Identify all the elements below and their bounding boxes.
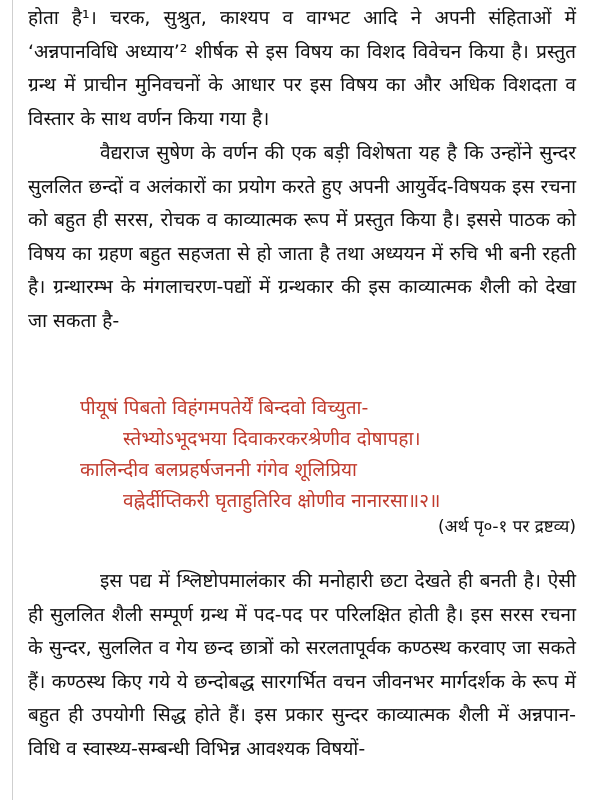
verse-line-1: पीयूषं पिबतो विहंगमपतेर्यें बिन्दवो विच्युता- xyxy=(80,397,369,419)
paragraph-style: वैद्यराज सुषेण के वर्णन की एक बड़ी विशेषता यह है कि उन्होंने सुन्दर सुललित छन्दों व अलंकारों का प्रयोग करते हुए अपनी आयुर्वेद-विषयक इस रचना को बहुत ही सरस, रोचक व काव्यात्मक रूप में प्रस्तुत किया है। इससे पाठक को विषय का ग्रहण बहुत सहजता से हो जाता है तथा अध्ययन में रुचि भी बनी रहती है। ग्रन्थारम्भ के मंगलाचरण-पद्यों में ग्रन्थकार की इस काव्यात्मक शैली को देखा जा सकता है- xyxy=(28,142,576,332)
paragraph-commentary: इस पद्य में श्लिष्टोपमालंकार की मनोहारी छटा देखते ही बनती है। ऐसी ही सुललित शैली सम्पूर्ण ग्रन्थ में पद-पद पर परिलक्षित होती है। इस सरस रचना के सुन्दर, सुललित व गेय छन्द छात्रों को सरलतापूर्वक कण्ठस्थ करवाए जा सकते हैं। कण्ठस्थ किए गये ये छन्दोबद्ध सारगर्भित वचन जीवनभर मार्गदर्शक के रूप में बहुत ही उपयोगी सिद्ध होते हैं। इस प्रकार सुन्दर काव्यात्मक शैली में अन्नपान-विधि व स्वास्थ्य-सम्बन्धी विभिन्न आवश्यक विषयों- xyxy=(28,570,576,760)
verse-line-2: स्तेभ्योऽभूदभया दिवाकरकरश्रेणीव दोषापहा। xyxy=(123,428,421,450)
verse-line-4: वह्नेर्दीप्तिकरी घृताहुतिरिव क्षोणीव नानारसा॥२॥ xyxy=(123,490,441,512)
verse-line-3: कालिन्दीव बलप्रहर्षजननी गंगेव शूलिप्रिया xyxy=(80,459,357,481)
verse-reference: (अर्थ पृ०-१ पर द्रष्टव्य) xyxy=(437,517,576,537)
page-edge xyxy=(12,0,13,800)
sanskrit-verse xyxy=(80,393,580,517)
paragraph-intro: होता है¹। चरक, सुश्रुत, काश्यप व वाग्भट आदि ने अपनी संहिताओं में ‘अन्नपानविधि अध्याय’² शीर्षक से इस विषय का विशद विवेचन किया है। प्रस्तुत ग्रन्थ में प्राचीन मुनिवचनों के आधार पर इस विषय का और अधिक विशदता व विस्तार के साथ वर्णन किया गया है। xyxy=(28,7,576,130)
